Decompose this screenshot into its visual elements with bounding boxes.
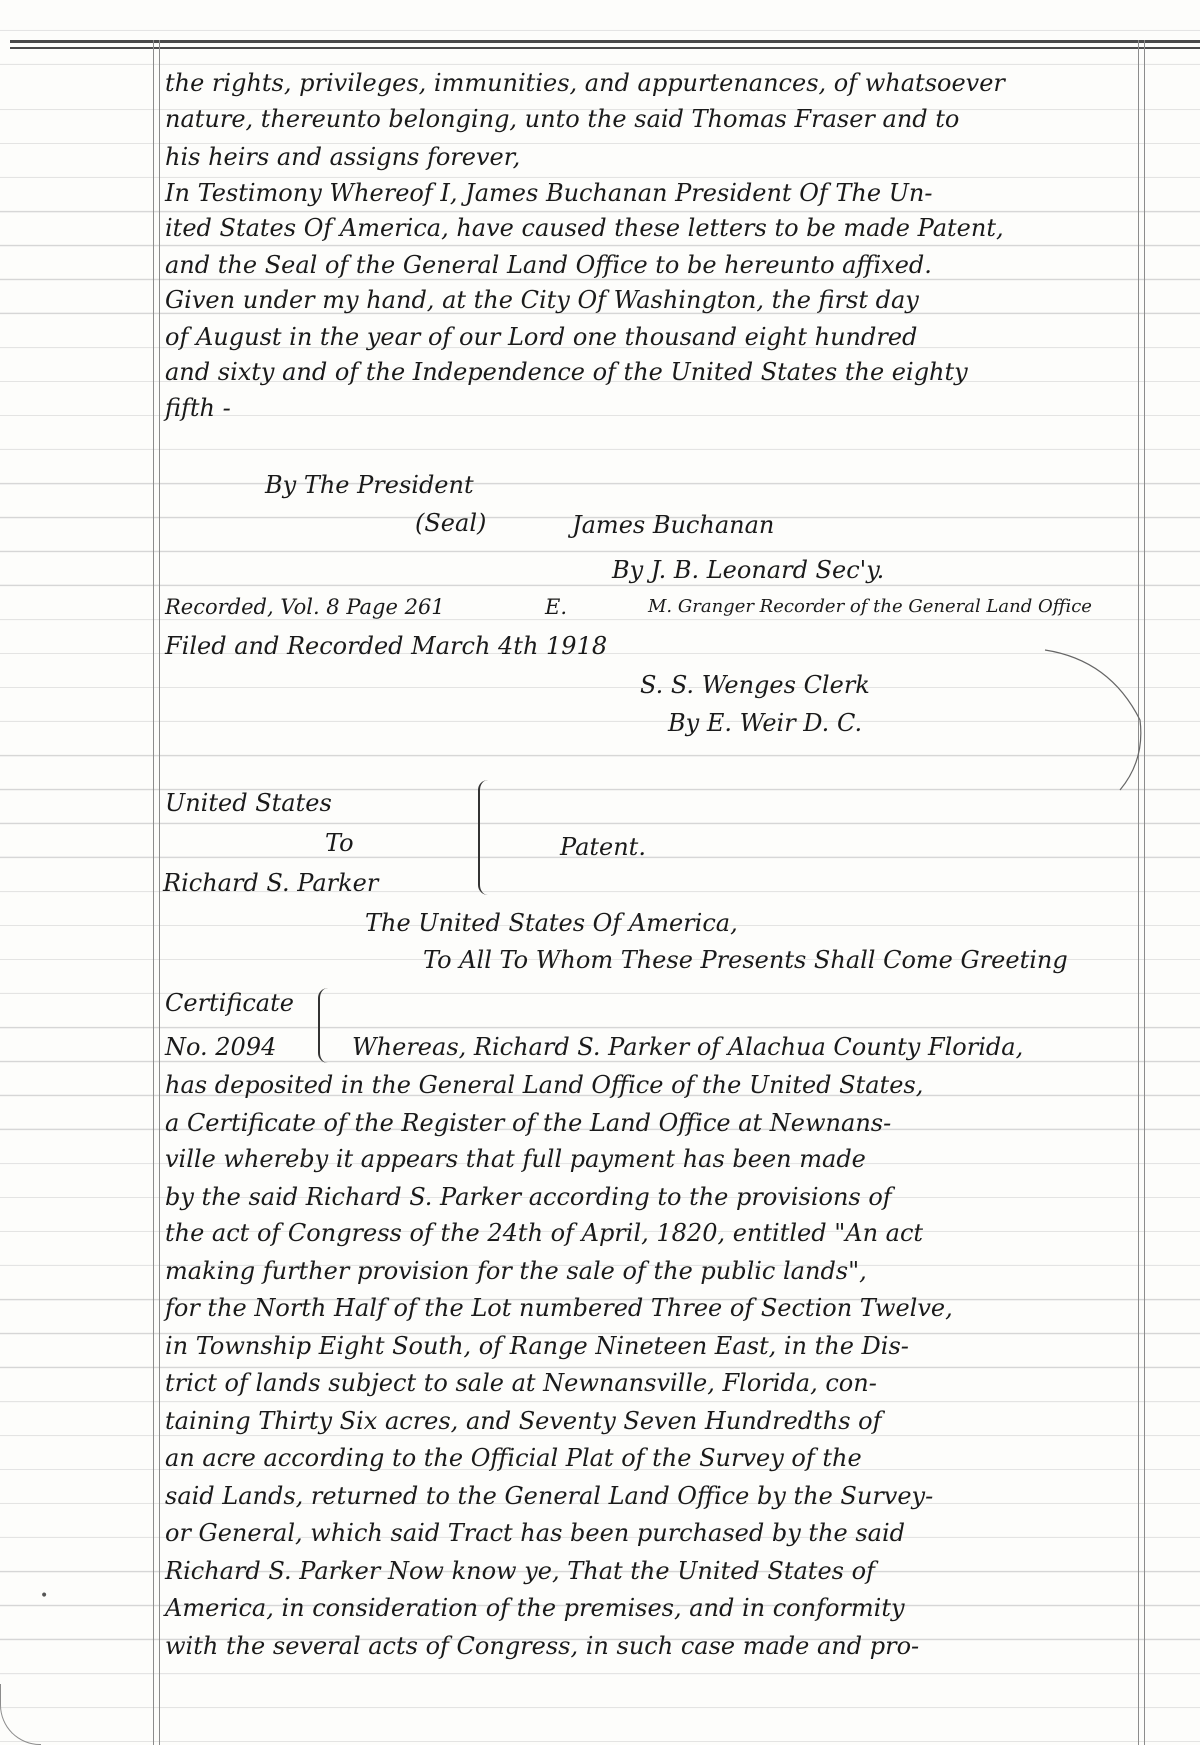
certificate-label: Certificate — [165, 989, 294, 1017]
caption-grantee: Richard S. Parker — [163, 869, 379, 897]
secretary-signature: By J. B. Leonard Sec'y. — [612, 556, 885, 584]
left-margin-line — [153, 40, 154, 1745]
text-line: said Lands, returned to the General Land Office by the Survey- — [165, 1482, 934, 1510]
caption-to: To — [325, 829, 354, 857]
caption-instrument: Patent. — [560, 833, 646, 861]
text-line: trict of lands subject to sale at Newnansville, Florida, con- — [165, 1369, 877, 1397]
text-line: America, in consideration of the premises, and in conformity — [165, 1594, 905, 1622]
text-line: the rights, privileges, immunities, and appurtenances, of whatsoever — [165, 69, 1005, 97]
heading-greeting: To All To Whom These Presents Shall Come Greeting — [423, 946, 1068, 974]
margin-dot: • — [40, 1588, 49, 1604]
top-rule-secondary — [10, 47, 1200, 49]
president-signature: James Buchanan — [572, 511, 775, 539]
text-line: In Testimony Whereof I, James Buchanan President Of The Un- — [165, 179, 933, 207]
right-margin-line-inner — [1138, 40, 1139, 1745]
page-corner-edge — [0, 1684, 41, 1745]
text-line: the act of Congress of the 24th of April, 1820, entitled "An act — [165, 1219, 924, 1247]
text-line: or General, which said Tract has been purchased by the said — [165, 1519, 906, 1547]
certificate-brace — [318, 988, 332, 1063]
text-line: making further provision for the sale of the public lands", — [165, 1257, 867, 1285]
text-line: ited States Of America, have caused these letters to be made Patent, — [165, 214, 1004, 242]
seal-label: (Seal) — [415, 509, 487, 537]
text-line: with the several acts of Congress, in such case made and pro- — [165, 1632, 920, 1660]
text-line: Richard S. Parker Now know ye, That the United States of — [165, 1557, 875, 1585]
text-line: Whereas, Richard S. Parker of Alachua County Florida, — [352, 1033, 1024, 1061]
text-line: Given under my hand, at the City Of Washington, the first day — [165, 286, 919, 314]
text-line: and sixty and of the Independence of the United States the eighty — [165, 358, 968, 386]
right-margin-line — [1144, 40, 1145, 1745]
heading-united-states: The United States Of America, — [365, 909, 738, 937]
text-line: and the Seal of the General Land Office to be hereunto affixed. — [165, 251, 932, 279]
recorded-volume: Recorded, Vol. 8 Page 261 — [165, 595, 445, 619]
caption-brace — [478, 780, 492, 895]
text-line: taining Thirty Six acres, and Seventy Seven Hundredths of — [165, 1407, 882, 1435]
recorder-initial: E. — [545, 595, 568, 619]
text-line: in Township Eight South, of Range Nineteen East, in the Dis- — [165, 1332, 909, 1360]
top-rule — [10, 40, 1200, 43]
text-line: fifth - — [165, 394, 231, 422]
text-line: an acre according to the Official Plat of the Survey of the — [165, 1444, 862, 1472]
certificate-number: No. 2094 — [165, 1033, 277, 1061]
text-line: nature, thereunto belonging, unto the said Thomas Fraser and to — [165, 105, 960, 133]
pen-swash-mark — [1040, 640, 1150, 800]
filed-recorded-date: Filed and Recorded March 4th 1918 — [165, 632, 608, 660]
recorder-name: M. Granger Recorder of the General Land Office — [648, 596, 1092, 617]
text-line: for the North Half of the Lot numbered Three of Section Twelve, — [165, 1294, 953, 1322]
by-the-president: By The President — [265, 471, 474, 499]
deputy-clerk-signature: By E. Weir D. C. — [668, 709, 863, 737]
text-line: of August in the year of our Lord one thousand eight hundred — [165, 323, 918, 351]
clerk-signature: S. S. Wenges Clerk — [640, 671, 870, 699]
caption-grantor: United States — [165, 789, 332, 817]
left-margin-line-inner — [159, 40, 160, 1745]
text-line: his heirs and assigns forever, — [165, 143, 521, 171]
text-line: by the said Richard S. Parker according to the provisions of — [165, 1183, 892, 1211]
text-line: a Certificate of the Register of the Land Office at Newnans- — [165, 1109, 892, 1137]
text-line: has deposited in the General Land Office of the United States, — [165, 1071, 924, 1099]
text-line: ville whereby it appears that full payment has been made — [165, 1145, 866, 1173]
